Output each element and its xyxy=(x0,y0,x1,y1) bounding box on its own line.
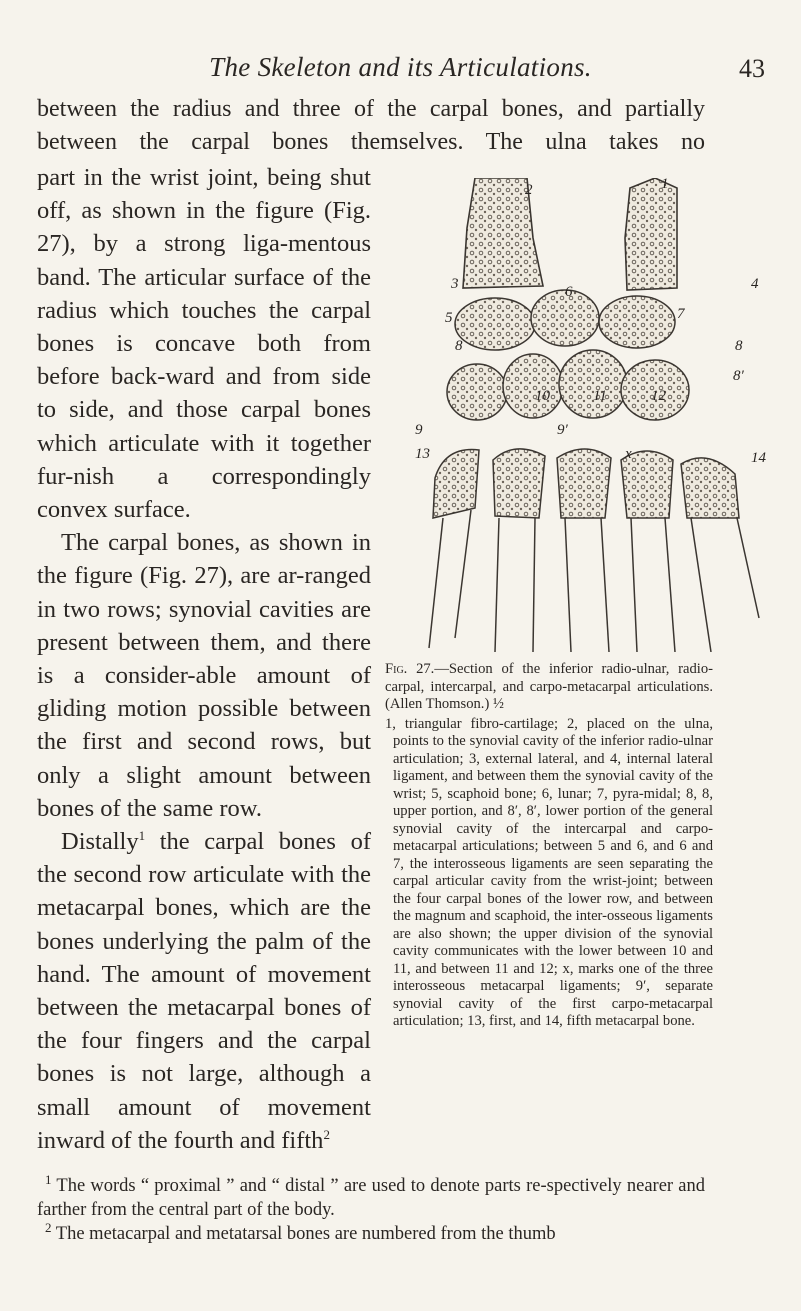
footnote-2-mark: 2 xyxy=(45,1219,52,1235)
fig-label-9-prime: 9′ xyxy=(557,422,568,438)
running-header xyxy=(0,52,801,92)
wrist-section-illustration xyxy=(415,178,770,652)
fig-label-6: 6 xyxy=(565,284,573,300)
footnotes xyxy=(37,1171,705,1246)
fig-label-8-right: 8 xyxy=(735,338,743,354)
wrist-section-figure xyxy=(415,178,770,652)
page-number: 43 xyxy=(739,54,765,83)
paragraph-carpal-rows: The carpal bones, as shown in the figure (Fig. 27), are ar-ranged in two rows; synovial cavities are present between them, and there is a consider-able amount of gliding motion possible between the first and second rows, but only a slight amount between bones of the same row. xyxy=(37,529,371,822)
footnote-2-text: The metacarpal and metatarsal bones are numbered from the thumb xyxy=(51,1224,556,1244)
footnote-1-text: The words “ proximal ” and “ distal ” are used to denote parts re-spectively nearer and farther from the central part of the body. xyxy=(37,1176,705,1220)
caption-title: —Section of the inferior radio-ulnar, radio-carpal, intercarpal, and carpo-metacarpal articulations. (Allen Thomson.) ½ xyxy=(385,661,713,712)
fig-label-8-left: 8 xyxy=(455,338,463,354)
paragraph-distally-start: Distally xyxy=(61,828,139,856)
paragraph-distally xyxy=(37,825,371,1157)
footnote-1-mark: 1 xyxy=(45,1171,52,1187)
fig-label-8-prime: 8′ xyxy=(733,368,744,384)
footnote-1 xyxy=(37,1171,705,1222)
running-title: The Skeleton and its Articulations. xyxy=(209,52,592,82)
fig-label-4: 4 xyxy=(751,276,759,292)
fig-label-x: x xyxy=(625,446,632,462)
fig-label-14: 14 xyxy=(751,450,766,466)
footnote-ref-2: 2 xyxy=(323,1126,330,1142)
footnote-2 xyxy=(37,1219,705,1246)
footnote-ref-1: 1 xyxy=(138,827,146,843)
figure-caption xyxy=(385,661,713,1031)
fig-label-12: 12 xyxy=(651,388,666,404)
fig-label-1: 1 xyxy=(661,178,669,192)
fig-label-3: 3 xyxy=(451,276,459,292)
paragraph-distally-rest: the carpal bones of the second row articulate with the metacarpal bones, which are the bones underlying the palm of the hand. The amount of movement between the metacarpal bones of the four fingers and the carpal bones is not large, although a small amount of movement inward of the fourth and fifth xyxy=(37,828,371,1154)
caption-title-block xyxy=(385,661,713,714)
fig-label-11: 11 xyxy=(593,388,607,404)
fig-label-9: 9 xyxy=(415,422,423,438)
paragraph-wrist-joint: part in the wrist joint, being shut off, as shown in the figure (Fig. 27), by a strong liga-mentous band. The articular surface of the radius which touches the carpal bones is concave both from before back-ward and from side to side, and those carpal bones which articulate with it together fur-nish a correspondingly convex surface. xyxy=(37,164,371,524)
fig-label-2: 2 xyxy=(525,182,533,198)
fig-label-13: 13 xyxy=(415,446,430,462)
fig-label-5: 5 xyxy=(445,310,453,326)
intro-line-1: between the radius and three of the carpal bones, and partially xyxy=(37,96,705,122)
text-column xyxy=(37,161,371,1157)
intro-line-2: between the carpal bones themselves. The ulna takes no xyxy=(37,129,705,155)
caption-key: 1, triangular fibro-cartilage; 2, placed on the ulna, points to the synovial cavity of the inferior radio-ulnar articulation; 3, external lateral, and 4, internal lateral ligament, and between them the synovial cavity of the wrist; 5, scaphoid bone; 6, lunar; 7, pyra-midal; 8, 8, upper portion, and 8′, 8′, lower portion of the general synovial cavity of the intercarpal and carpo-metacarpal articulations; between 5 and 6, and 6 and 7, the interosseous ligaments are seen separating the carpal articular cavity from the wrist-joint; between the four carpal bones of the lower row, and between the magnum and scaphoid, the inter-osseous ligaments are also shown; the upper division of the synovial cavity communicates with the lower between 10 and 11, and between 11 and 12; x, marks one of the three interosseous metacarpal ligaments; 9′, separate synovial cavity of the first carpo-metacarpal articulation; 13, first, and 14, fifth metacarpal bone. xyxy=(385,715,713,1029)
fig-label-7: 7 xyxy=(677,306,685,322)
fig-label-10: 10 xyxy=(535,388,550,404)
caption-fig-label: Fig. 27. xyxy=(385,661,435,677)
